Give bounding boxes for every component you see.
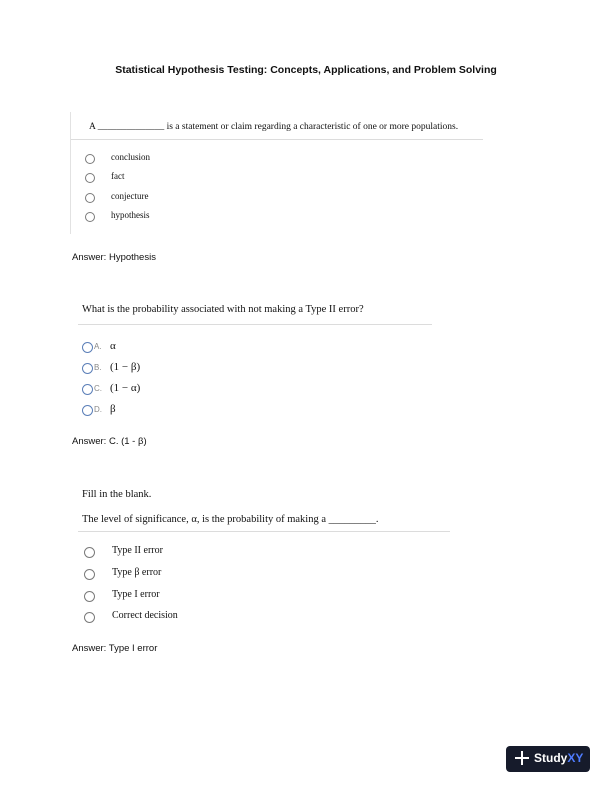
option-label: hypothesis [111, 210, 150, 220]
option-label: Type I error [112, 589, 160, 600]
option-label: fact [111, 171, 125, 181]
logo-wordmark [534, 751, 583, 765]
radio-button-icon[interactable] [82, 342, 93, 353]
radio-button-icon[interactable] [82, 363, 93, 374]
question-1-stem: A ______________ is a statement or claim regarding a characteristic of one or more populations. [89, 122, 459, 132]
option-label: β [110, 403, 116, 415]
radio-button-icon[interactable] [84, 612, 95, 623]
question-2-stem: What is the probability associated with not making a Type II error? [82, 304, 364, 315]
radio-button-icon[interactable] [85, 193, 95, 203]
studyxy-logo [506, 746, 590, 772]
answer-1: Answer: Hypothesis [72, 252, 156, 263]
question-1-panel [70, 112, 483, 234]
option-letter: C. [94, 384, 102, 393]
radio-button-icon[interactable] [85, 173, 95, 183]
question-3-stem: The level of significance, α, is the probability of making a _________. [82, 514, 379, 525]
option-label: α [110, 340, 116, 352]
option-label: (1 − α) [110, 382, 141, 394]
answer-2: Answer: C. (1 - β) [72, 436, 147, 447]
answer-3: Answer: Type I error [72, 643, 158, 654]
option-label: (1 − β) [110, 361, 141, 373]
option-label: conjecture [111, 191, 149, 201]
option-letter: D. [94, 405, 102, 414]
document-title: Statistical Hypothesis Testing: Concepts, Applications, and Problem Solving [115, 64, 497, 76]
radio-button-icon[interactable] [82, 405, 93, 416]
plus-icon [515, 751, 529, 765]
radio-button-icon[interactable] [84, 591, 95, 602]
radio-button-icon[interactable] [84, 569, 95, 580]
logo-text-accent: XY [567, 751, 584, 765]
option-letter: A. [94, 342, 102, 351]
question-3-intro: Fill in the blank. [82, 489, 152, 500]
option-label: Type β error [112, 567, 162, 578]
option-letter: B. [94, 363, 102, 372]
radio-button-icon[interactable] [85, 154, 95, 164]
question-2-divider [78, 324, 432, 325]
radio-button-icon[interactable] [82, 384, 93, 395]
option-label: Type II error [112, 545, 163, 556]
question-1-divider [71, 139, 483, 140]
option-label: Correct decision [112, 610, 178, 621]
radio-button-icon[interactable] [85, 212, 95, 222]
option-label: conclusion [111, 152, 150, 162]
logo-text-main: Study [534, 751, 568, 765]
radio-button-icon[interactable] [84, 547, 95, 558]
question-3-divider [78, 531, 450, 532]
